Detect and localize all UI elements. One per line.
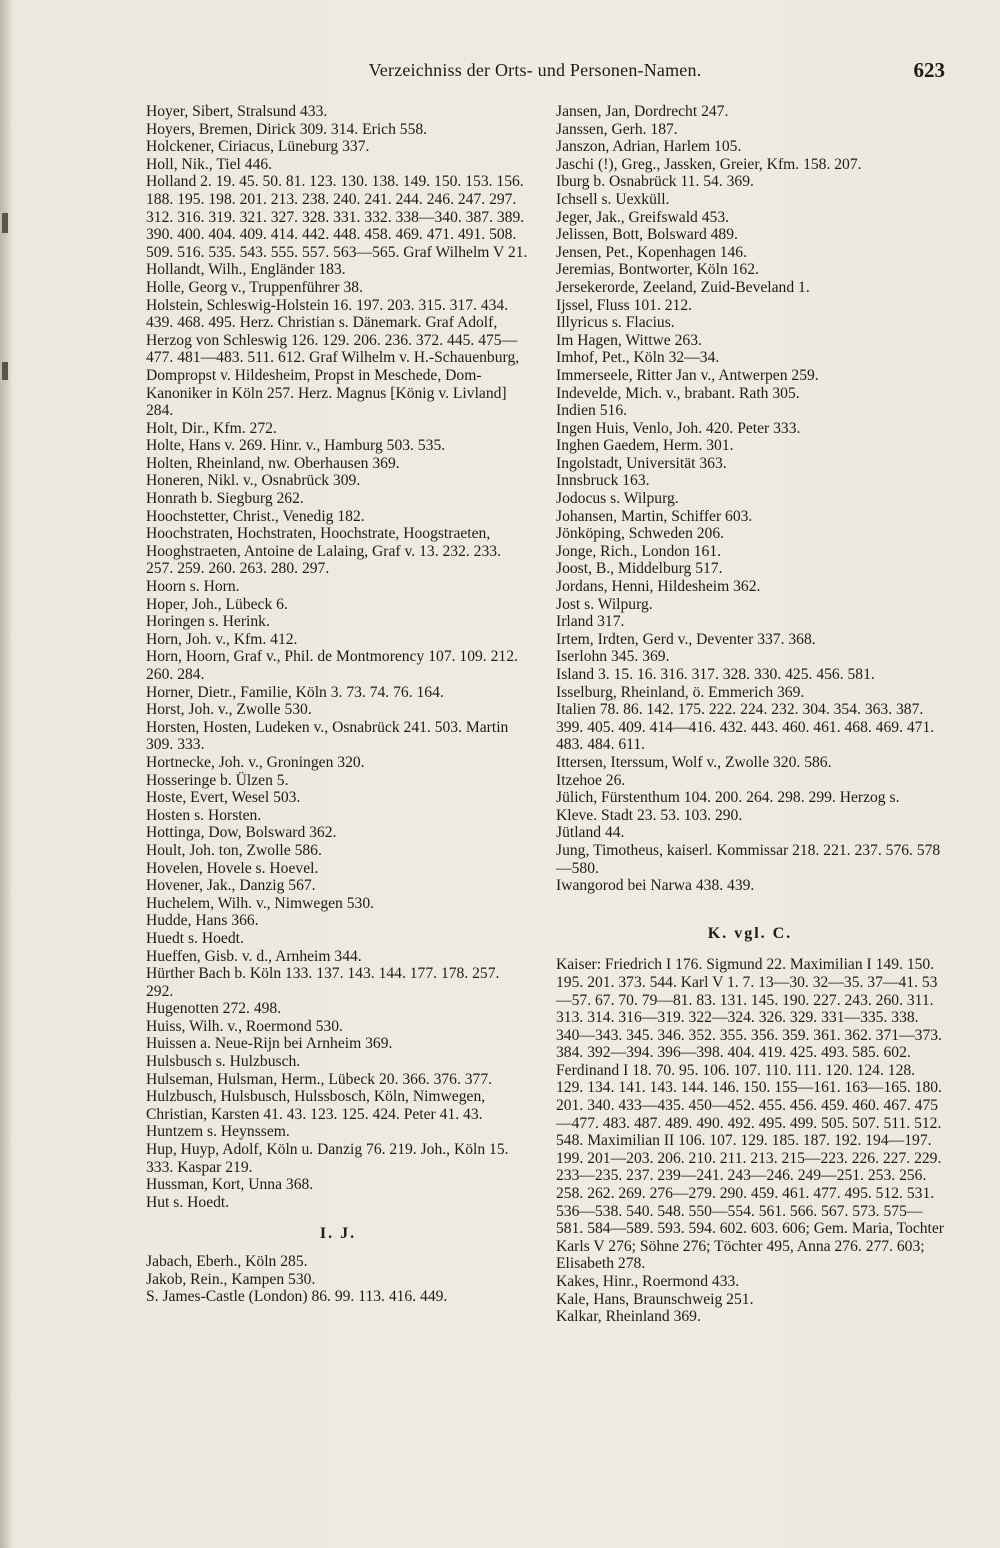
index-entry: Holckener, Ciriacus, Lüneburg 337. [146,138,370,156]
index-entry: Hoste, Evert, Wesel 503. [146,789,301,807]
index-entry: Hoochstraten, Hochstraten, Hoochstrate, Hoogstraeten, Hooghstraeten, Antoine de Lalaing, Graf v. 13. 232. 233. 257. 259. 260. 263. 280. 297. [146,525,501,578]
page-number: 623 [913,58,945,82]
index-entry: Hoochstetter, Christ., Venedig 182. [146,507,365,525]
index-entry: Irtem, Irdten, Gerd v., Deventer 337. 368. [556,630,816,648]
index-entry: Hulsbusch s. Hulzbusch. [146,1053,301,1071]
index-entry: Huntzem s. Heynssem. [146,1123,290,1141]
index-entry: Hürther Bach b. Köln 133. 137. 143. 144. 177. 178. 257. 292. [146,965,500,1000]
index-entry: Innsbruck 163. [556,472,650,490]
index-entry: Hoorn s. Horn. [146,578,240,596]
index-entry: Hoper, Joh., Lübeck 6. [146,595,288,613]
index-entry: Itzehoe 26. [556,771,626,789]
index-entry: Jönköping, Schweden 206. [556,525,725,543]
index-entry: Jütland 44. [556,824,625,842]
index-entry: Horst, Joh. v., Zwolle 530. [146,701,312,719]
index-entry: Italien 78. 86. 142. 175. 222. 224. 232. 304. 354. 363. 387. 399. 405. 409. 414—416. 432. 443. 460. 461. 468. 469. 471. 483. 484. 611. [556,701,935,754]
index-entry: Ittersen, Iterssum, Wolf v., Zwolle 320. 586. [556,753,832,771]
left-column [146,103,530,1306]
section-heading-ij: I. J. [319,1225,357,1243]
index-entry: Iburg b. Osnabrück 11. 54. 369. [556,173,754,191]
index-entry: Iwangorod bei Narwa 438. 439. [556,877,755,895]
index-entry: Kale, Hans, Braunschweig 251. [556,1290,754,1308]
index-entry: Janszon, Adrian, Harlem 105. [556,138,742,156]
index-entry: Jaschi (!), Greg., Jassken, Greier, Kfm. 158. 207. [556,155,862,173]
index-entry: Horner, Dietr., Familie, Köln 3. 73. 74. 76. 164. [146,683,444,701]
edge-mark [2,362,8,380]
index-entry: Jordans, Henni, Hildesheim 362. [556,578,761,596]
left-entries-after [146,1253,530,1306]
index-entry: Huissen a. Neue-Rijn bei Arnheim 369. [146,1035,393,1053]
index-entry: Holle, Georg v., Truppenführer 38. [146,278,363,296]
index-entry: Hussman, Kort, Unna 368. [146,1176,314,1194]
index-entry: Hovelen, Hovele s. Hoevel. [146,859,319,877]
index-entry: Hueffen, Gisb. v. d., Arnheim 344. [146,947,362,965]
index-entry: Horn, Hoorn, Graf v., Phil. de Montmorency 107. 109. 212. 260. 284. [146,648,518,683]
index-entry: S. James-Castle (London) 86. 99. 113. 416. 449. [146,1288,448,1306]
section-heading-k: K. vgl. C. [707,924,793,942]
index-entry: Hottinga, Dow, Bolsward 362. [146,824,337,842]
index-entry: Hoyer, Sibert, Stralsund 433. [146,103,328,120]
index-entry: Huedt s. Hoedt. [146,929,244,947]
index-entry: Hulseman, Hulsman, Herm., Lübeck 20. 366. 376. 377. [146,1070,493,1088]
index-entry: Hollandt, Wilh., Engländer 183. [146,261,346,279]
index-entry: Hortnecke, Joh. v., Groningen 320. [146,753,365,771]
index-entry: Joost, B., Middelburg 517. [556,560,723,578]
index-entry: Kaiser: Friedrich I 176. Sigmund 22. Maximilian I 149. 150. 195. 201. 373. 544. Karl V 1. 7. 13—30. 32—35. 37—41. 53—57. 67. 70. 79—81. 83. 131. 145. 190. 227. 243. 260. 311. 313. 314. 316—319. 322—324. 326. 329. 331—335. 338. 340—343. 345. 346. 352. 355. 356. 359. 361. 362. 371—373. 384. 392—394. 396—398. 404. 419. 425. 493. 585. 602. Ferdinand I 18. 70. 95. 106. 107. 110. 111. 120. 124. 128. 129. 134. 141. 143. 144. 146. 150. 155—161. 163—165. 180. 201. 340. 433—435. 450—452. 455. 456. 459. 460. 467. 475—477. 483. 487. 489. 490. 492. 495. 499. 505. 507. 511. 512. 548. Maximilian II 106. 107. 129. 185. 187. 192. 194—197. 199. 201—203. 206. 210. 211. 213. 215—223. 226. 227. 229. 233—235. 237. 239—241. 243—246. 249—251. 253. 256. 258. 262. 269. 276—279. 290. 459. 461. 477. 495. 512. 531. 536—538. 540. 548. 550—554. 561. 566. 567. 573. 575—581. 584—589. 593. 594. 602. 603. 606; Gem. Maria, Tochter Karls V 276; Söhne 276; Töchter 495, Anna 276. 277. 603; Elisabeth 278. [556,956,944,1273]
index-entry: Jersekerorde, Zeeland, Zuid-Beveland 1. [556,278,810,296]
edge-mark [2,213,8,233]
index-entry: Indien 516. [556,402,628,420]
index-entry: Island 3. 15. 16. 316. 317. 328. 330. 425. 456. 581. [556,666,875,683]
index-entry: Holte, Hans v. 269. Hinr. v., Hamburg 503. 535. [146,437,446,455]
index-entry: Janssen, Gerh. 187. [556,120,678,138]
index-entry: Honrath b. Siegburg 262. [146,490,304,508]
index-entry: Honeren, Nikl. v., Osnabrück 309. [146,472,361,490]
index-entry: Johansen, Martin, Schiffer 603. [556,507,753,525]
index-entry: Horn, Joh. v., Kfm. 412. [146,630,298,648]
index-entry: Holl, Nik., Tiel 446. [146,155,273,173]
running-head [0,60,1000,86]
index-entry: Huchelem, Wilh. v., Nimwegen 530. [146,894,375,912]
index-entry: Immerseele, Ritter Jan v., Antwerpen 259. [556,366,819,384]
index-entry: Jakob, Rein., Kampen 530. [146,1270,316,1288]
index-entry: Jodocus s. Wilpurg. [556,490,679,508]
index-entry: Im Hagen, Wittwe 263. [556,331,702,349]
index-entry: Holt, Dir., Kfm. 272. [146,419,277,437]
index-entry: Inghen Gaedem, Herm. 301. [556,437,734,455]
right-entries-before [556,103,944,895]
index-entry: Hovener, Jak., Danzig 567. [146,877,316,895]
index-entry: Hoyers, Bremen, Dirick 309. 314. Erich 558. [146,120,428,138]
index-entry: Imhof, Pet., Köln 32—34. [556,349,720,367]
index-entry: Jansen, Jan, Dordrecht 247. [556,103,729,120]
index-entry: Ijssel, Fluss 101. 212. [556,296,693,314]
index-entry: Jeremias, Bontworter, Köln 162. [556,261,759,279]
index-entry: Horsten, Hosten, Ludeken v., Osnabrück 241. 503. Martin 309. 333. [146,718,509,754]
index-entry: Horingen s. Herink. [146,613,270,631]
index-entry: Jülich, Fürstenthum 104. 200. 264. 298. 299. Herzog s. Kleve. Stadt 23. 53. 103. 290. [556,789,900,824]
index-entry: Ichsell s. Uexküll. [556,190,670,208]
index-entry: Jost s. Wilpurg. [556,595,653,613]
index-entry: Iserlohn 345. 369. [556,648,670,666]
index-entry: Jelissen, Bott, Bolsward 489. [556,226,738,244]
index-entry: Hudde, Hans 366. [146,912,259,930]
index-entry: Isselburg, Rheinland, ö. Emmerich 369. [556,683,805,701]
index-entry: Hut s. Hoedt. [146,1193,230,1211]
index-entry: Hup, Huyp, Adolf, Köln u. Danzig 76. 219. Joh., Köln 15. 333. Kaspar 219. [146,1141,509,1176]
index-entry: Holland 2. 19. 45. 50. 81. 123. 130. 138. 149. 150. 153. 156. 188. 195. 198. 201. 213. 238. 240. 241. 244. 246. 247. 297. 312. 316. 319. 321. 327. 328. 331. 332. 338—340. 387. 389. 390. 400. 404. 409. 414. 442. 448. 458. 469. 471. 491. 508. 509. 516. 535. 543. 555. 557. 563—565. Graf Wilhelm V 21. [146,173,528,261]
index-entry: Kakes, Hinr., Roermond 433. [556,1273,740,1290]
index-entry: Jensen, Pet., Kopenhagen 146. [556,243,747,261]
index-entry: Jonge, Rich., London 161. [556,542,722,560]
page-title: Verzeichniss der Orts- und Personen-Namen. [368,60,702,80]
index-entry: Holstein, Schleswig-Holstein 16. 197. 203. 315. 317. 434. 439. 468. 495. Herz. Christian s. Dänemark. Graf Adolf, Herzog von Schleswig 126. 129. 206. 236. 372. 445. 475—477. 481—483. 511. 612. Graf Wilhelm v. H.-Schauenburg, Dompropst v. Hildesheim, Propst in Meschede, Dom-Kanoniker in Köln 257. Herz. Magnus [König v. Livland] 284. [146,296,520,420]
index-entry: Jabach, Eberh., Köln 285. [146,1253,308,1270]
index-entry: Holten, Rheinland, nw. Oberhausen 369. [146,454,400,472]
index-entry: Huiss, Wilh. v., Roermond 530. [146,1017,343,1035]
right-column [556,103,944,1326]
left-entries-before [146,103,530,1211]
index-entry: Irland 317. [556,613,625,631]
index-entry: Illyricus s. Flacius. [556,314,675,332]
index-entry: Hosseringe b. Ülzen 5. [146,771,289,789]
index-entry: Hulzbusch, Hulsbusch, Hulssbosch, Köln, Nimwegen, Christian, Karsten 41. 43. 123. 125. 424. Peter 41. 43. [146,1088,486,1123]
index-entry: Kalkar, Rheinland 369. [556,1308,701,1326]
index-entry: Jung, Timotheus, kaiserl. Kommissar 218. 221. 237. 576. 578—580. [556,841,941,877]
index-entry: Hosten s. Horsten. [146,806,262,824]
index-entry: Hugenotten 272. 498. [146,1000,282,1018]
index-entry: Jeger, Jak., Greifswald 453. [556,208,730,226]
index-entry: Ingen Huis, Venlo, Joh. 420. Peter 333. [556,419,801,437]
index-entry: Ingolstadt, Universität 363. [556,454,727,472]
index-entry: Hoult, Joh. ton, Zwolle 586. [146,841,322,859]
index-entry: Indevelde, Mich. v., brabant. Rath 305. [556,384,800,402]
right-entries-after [556,956,944,1325]
